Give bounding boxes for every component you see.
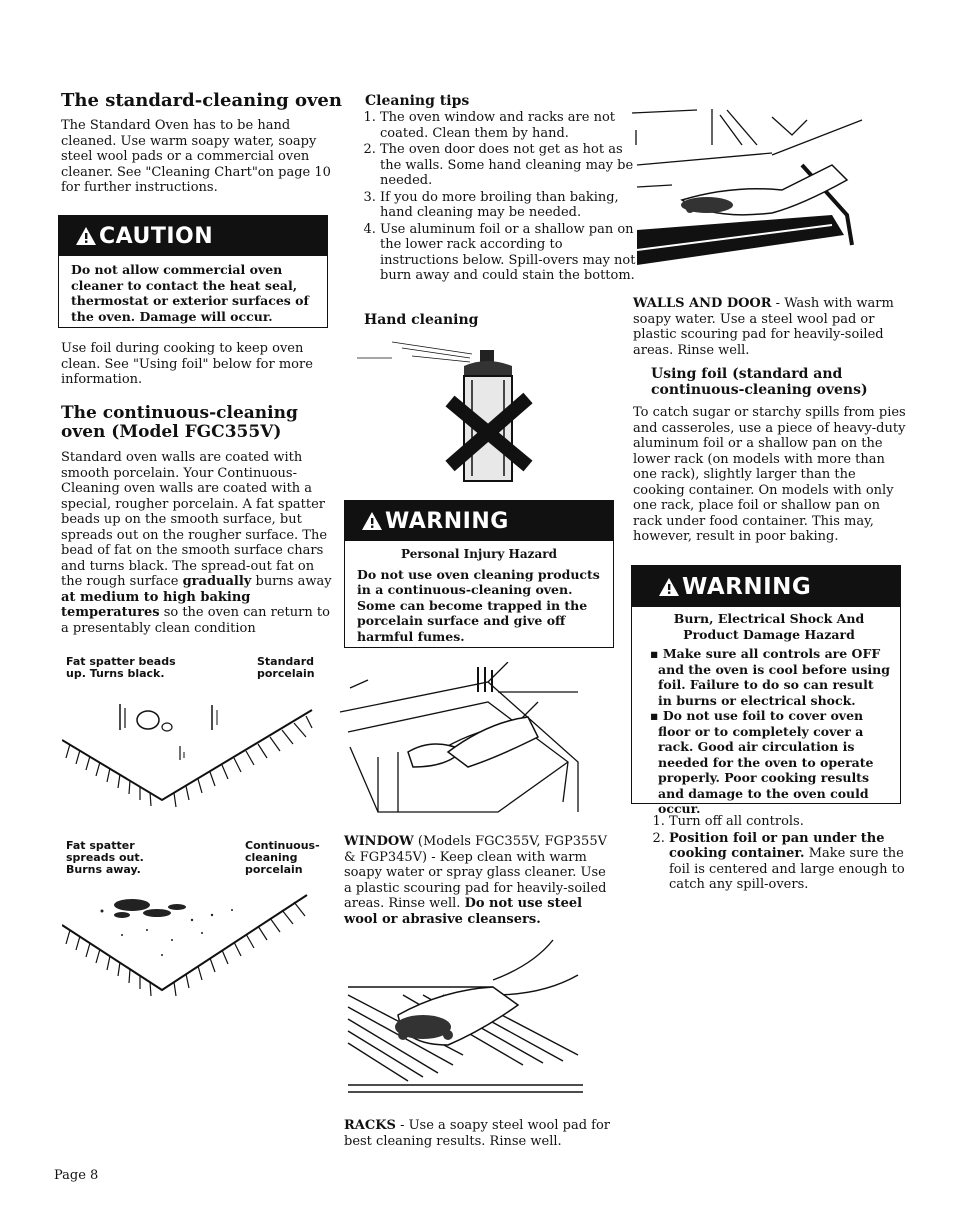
fig2-right-label: Continuous-cleaning porcelain [245, 839, 320, 876]
hand-cleaning-heading: Hand cleaning [364, 312, 479, 328]
continuous-oven-heading: The continuous-cleaning oven (Model FGC355V) [61, 403, 298, 442]
warning-subtitle: Burn, Electrical Shock And Product Damage Hazard [673, 611, 865, 642]
alert-triangle-icon [75, 226, 97, 246]
warning-bullets [648, 646, 890, 817]
walls-door-text: WALLS AND DOOR - Wash with warm soapy water. Use a steel wool pad or plastic scouring pad for heavily-soiled areas. Rinse well. [633, 296, 894, 358]
spray-can-prohibited-icon [352, 336, 562, 496]
walls-door-cleaning-illustration [632, 105, 872, 275]
using-foil-heading: Using foil (standard and continuous-cleaning ovens) [651, 366, 868, 398]
racks-cleaning-illustration [343, 935, 588, 1095]
tip-item: 3. If you do more broiling than baking, hand cleaning may be needed. [380, 190, 638, 221]
fig1-left-label: Fat spatter beads up. Turns black. [66, 655, 176, 680]
page-number: Page 8 [54, 1168, 99, 1183]
cleaning-tips-list [362, 110, 638, 285]
tip-item: 4. Use aluminum foil or a shallow pan on the lower rack according to instructions below. Spill-overs may not burn away and could stain the bottom. [380, 222, 638, 284]
continuous-oven-body: Standard oven walls are coated with smooth porcelain. Your Continuous-Cleaning oven walls are coated with a special, rougher porcelain. A fat spatter beads up on the smooth surface, but spreads out on the rougher surface. The bead of fat on the smooth surface chars and turns black. The spread-out fat on the rough surface gradually burns away at medium to high baking temperatures so the oven can return to a presentably clean condition [61, 450, 332, 636]
caution-text: Do not allow commercial oven cleaner to contact the heat seal, thermostat or exterior surfaces of the oven. Damage will occur. [71, 262, 309, 324]
caution-box [58, 215, 328, 328]
warning-bullet: ▪ Do not use foil to cover oven floor or to completely cover a rack. Good air circulation is needed for the oven to operate properly. Poor cooking results and damage to the oven could occur. [648, 708, 890, 817]
foil-steps-list [651, 814, 925, 894]
racks-cleaning-text: RACKS - Use a soapy steel wool pad for best cleaning results. Rinse well. [344, 1118, 610, 1149]
tip-item: 2. The oven door does not get as hot as the walls. Some hand cleaning may be needed. [380, 142, 638, 189]
fig1-right-label: Standard porcelain [257, 655, 315, 680]
continuous-porcelain-illustration [62, 885, 322, 1000]
warning-subtitle: Personal Injury Hazard [401, 547, 557, 561]
window-cleaning-illustration [338, 662, 588, 822]
warning-title: WARNING [682, 573, 812, 600]
caution-title: CAUTION [99, 223, 214, 249]
personal-injury-warning-box [344, 500, 614, 648]
step-item: 2. Position foil or pan under the cooking container. Make sure the foil is centered and large enough to catch any spill-overs. [669, 831, 925, 893]
alert-triangle-icon [361, 511, 383, 531]
tip-item: 1. The oven window and racks are not coated. Clean them by hand. [380, 110, 638, 141]
burn-shock-warning-box [631, 565, 901, 816]
alert-triangle-icon [658, 577, 680, 597]
caution-header [59, 216, 327, 256]
warning-header [345, 501, 613, 541]
foil-note: Use foil during cooking to keep oven clean. See "Using foil" below for more information. [61, 341, 313, 387]
fig2-left-label: Fat spatter spreads out. Burns away. [66, 839, 144, 876]
warning-bullet: ▪ Make sure all controls are OFF and the oven is cool before using foil. Failure to do so can result in burns or electrical shock. [648, 646, 890, 708]
standard-porcelain-illustration [62, 700, 322, 810]
window-cleaning-text: WINDOW (Models FGC355V, FGP355V & FGP345V) - Keep clean with warm soapy water or spray glass cleaner. Use a plastic scouring pad for heavily-soiled areas. Rinse well. Do not use steel wool or abrasive cleansers. [344, 834, 607, 927]
step-item: 1. Turn off all controls. [669, 814, 925, 830]
standard-oven-heading: The standard-cleaning oven [61, 90, 342, 111]
standard-oven-body: The Standard Oven has to be hand cleaned. Use warm soapy water, soapy steel wool pads or a commercial oven cleaner. See "Cleaning Chart"on page 10 for further instructions. [61, 118, 331, 195]
warning-text: Do not use oven cleaning products in a continuous-cleaning oven. Some can become trapped in the porcelain surface and give off harmful fumes. [357, 566, 600, 644]
warning-title: WARNING [385, 508, 509, 534]
using-foil-body: To catch sugar or starchy spills from pies and casseroles, use a piece of heavy-duty aluminum foil or a shallow pan on the lower rack (on models with more than one rack), slightly larger than the cooking container. On models with only one rack, place foil or shallow pan on rack under food container. This may, however, result in poor baking. [633, 405, 906, 544]
cleaning-tips-heading: Cleaning tips [365, 93, 470, 109]
warning-header [632, 566, 900, 607]
